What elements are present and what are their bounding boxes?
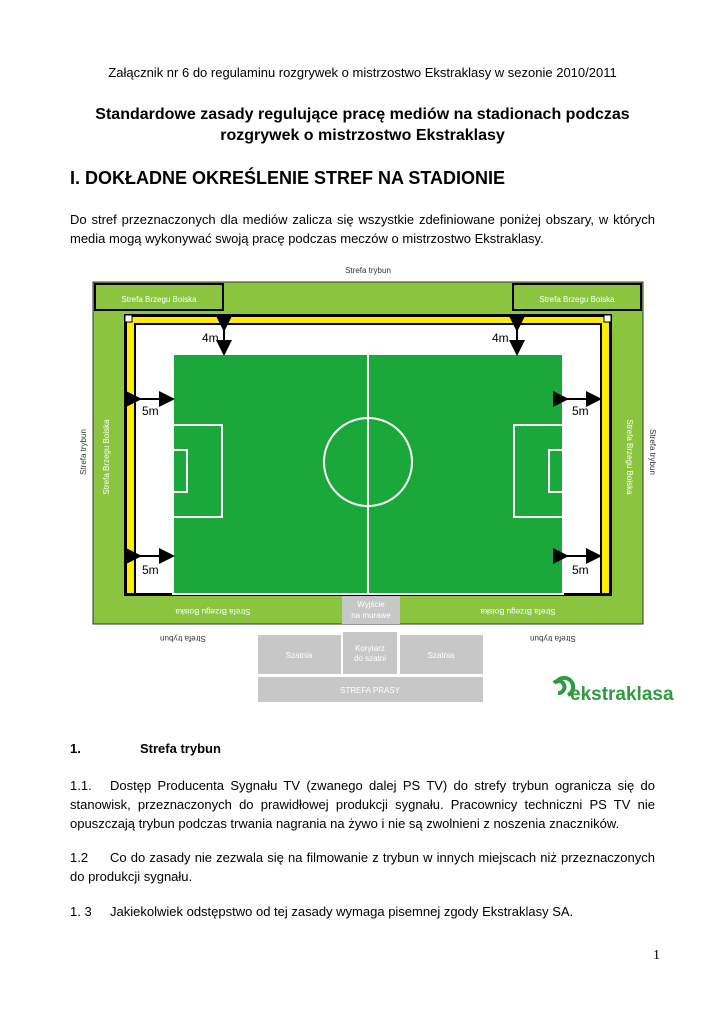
- paragraph-1-3: 1. 3 Jakiekolwiek odstępstwo od tej zasady wymaga pisemnej zgody Ekstraklasy SA.: [70, 904, 574, 919]
- stadium-zones-diagram: [78, 262, 674, 707]
- title-line-2: rozgrywek o mistrzostwo Ekstraklasy: [220, 127, 505, 144]
- dist-4m-left: 4m: [202, 331, 219, 345]
- paragraph-1-2: 1.2 Co do zasady nie zezwala się na filmowanie z trybun w innych miejscach niż przeznaczonych do produkcji sygnału.: [70, 850, 655, 884]
- section-heading: I. DOKŁADNE OKREŚLENIE STREF NA STADIONIE: [70, 168, 506, 188]
- paragraph-1-1: 1.1. Dostęp Producenta Sygnału TV (zwanego dalej PS TV) do strefy trybun ogranicza się do stanowisk, przeznaczonych do prawidłowej produkcji sygnału. Pracownicy techniczni PS TV nie opuszczają trybun podczas trwania nagrania na żywo i nie są zwolnieni z noszenia znaczników.: [70, 778, 655, 831]
- svg-text:Szatnia: Szatnia: [285, 651, 313, 660]
- section-1-title: Strefa trybun: [140, 741, 221, 756]
- strefa-brzegu-bottom-left: Strefa Brzegu Boiska: [175, 607, 251, 616]
- strefa-trybun-bottom-left: Strefa trybun: [160, 634, 206, 643]
- intro-paragraph: Do stref przeznaczonych dla mediów zalicza się wszystkie zdefiniowane poniżej obszary, w których media mogą wykonywać swoją pracę podczas meczów o mistrzostwo Ekstraklasy.: [70, 212, 655, 246]
- dist-4m-right: 4m: [492, 331, 509, 345]
- strefa-trybun-right: Strefa trybun: [648, 429, 657, 475]
- dist-5m-bottom-right: 5m: [572, 563, 589, 577]
- strefa-brzegu-top-right: Strefa Brzegu Boiska: [539, 295, 615, 304]
- svg-text:na murawe: na murawe: [351, 611, 391, 620]
- section-1-heading: [70, 741, 221, 756]
- strefa-trybun-top: Strefa trybun: [345, 266, 391, 275]
- svg-text:do szatni: do szatni: [353, 654, 387, 663]
- svg-text:Wyjście: Wyjście: [357, 600, 385, 609]
- svg-text:Korytarz: Korytarz: [355, 644, 385, 653]
- svg-text:Szatnia: Szatnia: [427, 651, 455, 660]
- korytarz-do-szatni: [343, 632, 397, 674]
- svg-text:ekstraklasa: ekstraklasa: [570, 684, 674, 705]
- title-line-1: Standardowe zasady regulujące pracę mediów na stadionach podczas: [95, 106, 630, 123]
- strefa-brzegu-right: Strefa Brzegu Boiska: [625, 419, 634, 495]
- strefa-trybun-left: Strefa trybun: [79, 429, 88, 475]
- document-header: Załącznik nr 6 do regulaminu rozgrywek o mistrzostwo Ekstraklasy w sezonie 2010/2011: [108, 65, 617, 80]
- strefa-trybun-bottom-right: Strefa trybun: [530, 634, 576, 643]
- dist-5m-top-left: 5m: [142, 404, 159, 418]
- strefa-brzegu-bottom-right: Strefa Brzegu Boiska: [480, 607, 556, 616]
- dist-5m-top-right: 5m: [572, 404, 589, 418]
- dist-5m-bottom-left: 5m: [142, 563, 159, 577]
- section-1-number: 1.: [70, 741, 81, 756]
- page-number: 1: [653, 948, 660, 963]
- document-title: [60, 104, 665, 146]
- strefa-brzegu-top-left: Strefa Brzegu Boiska: [121, 295, 197, 304]
- svg-text:STREFA PRASY: STREFA PRASY: [339, 686, 401, 695]
- ekstraklasa-logo: [554, 678, 674, 705]
- strefa-brzegu-left: Strefa Brzegu Boiska: [102, 419, 111, 495]
